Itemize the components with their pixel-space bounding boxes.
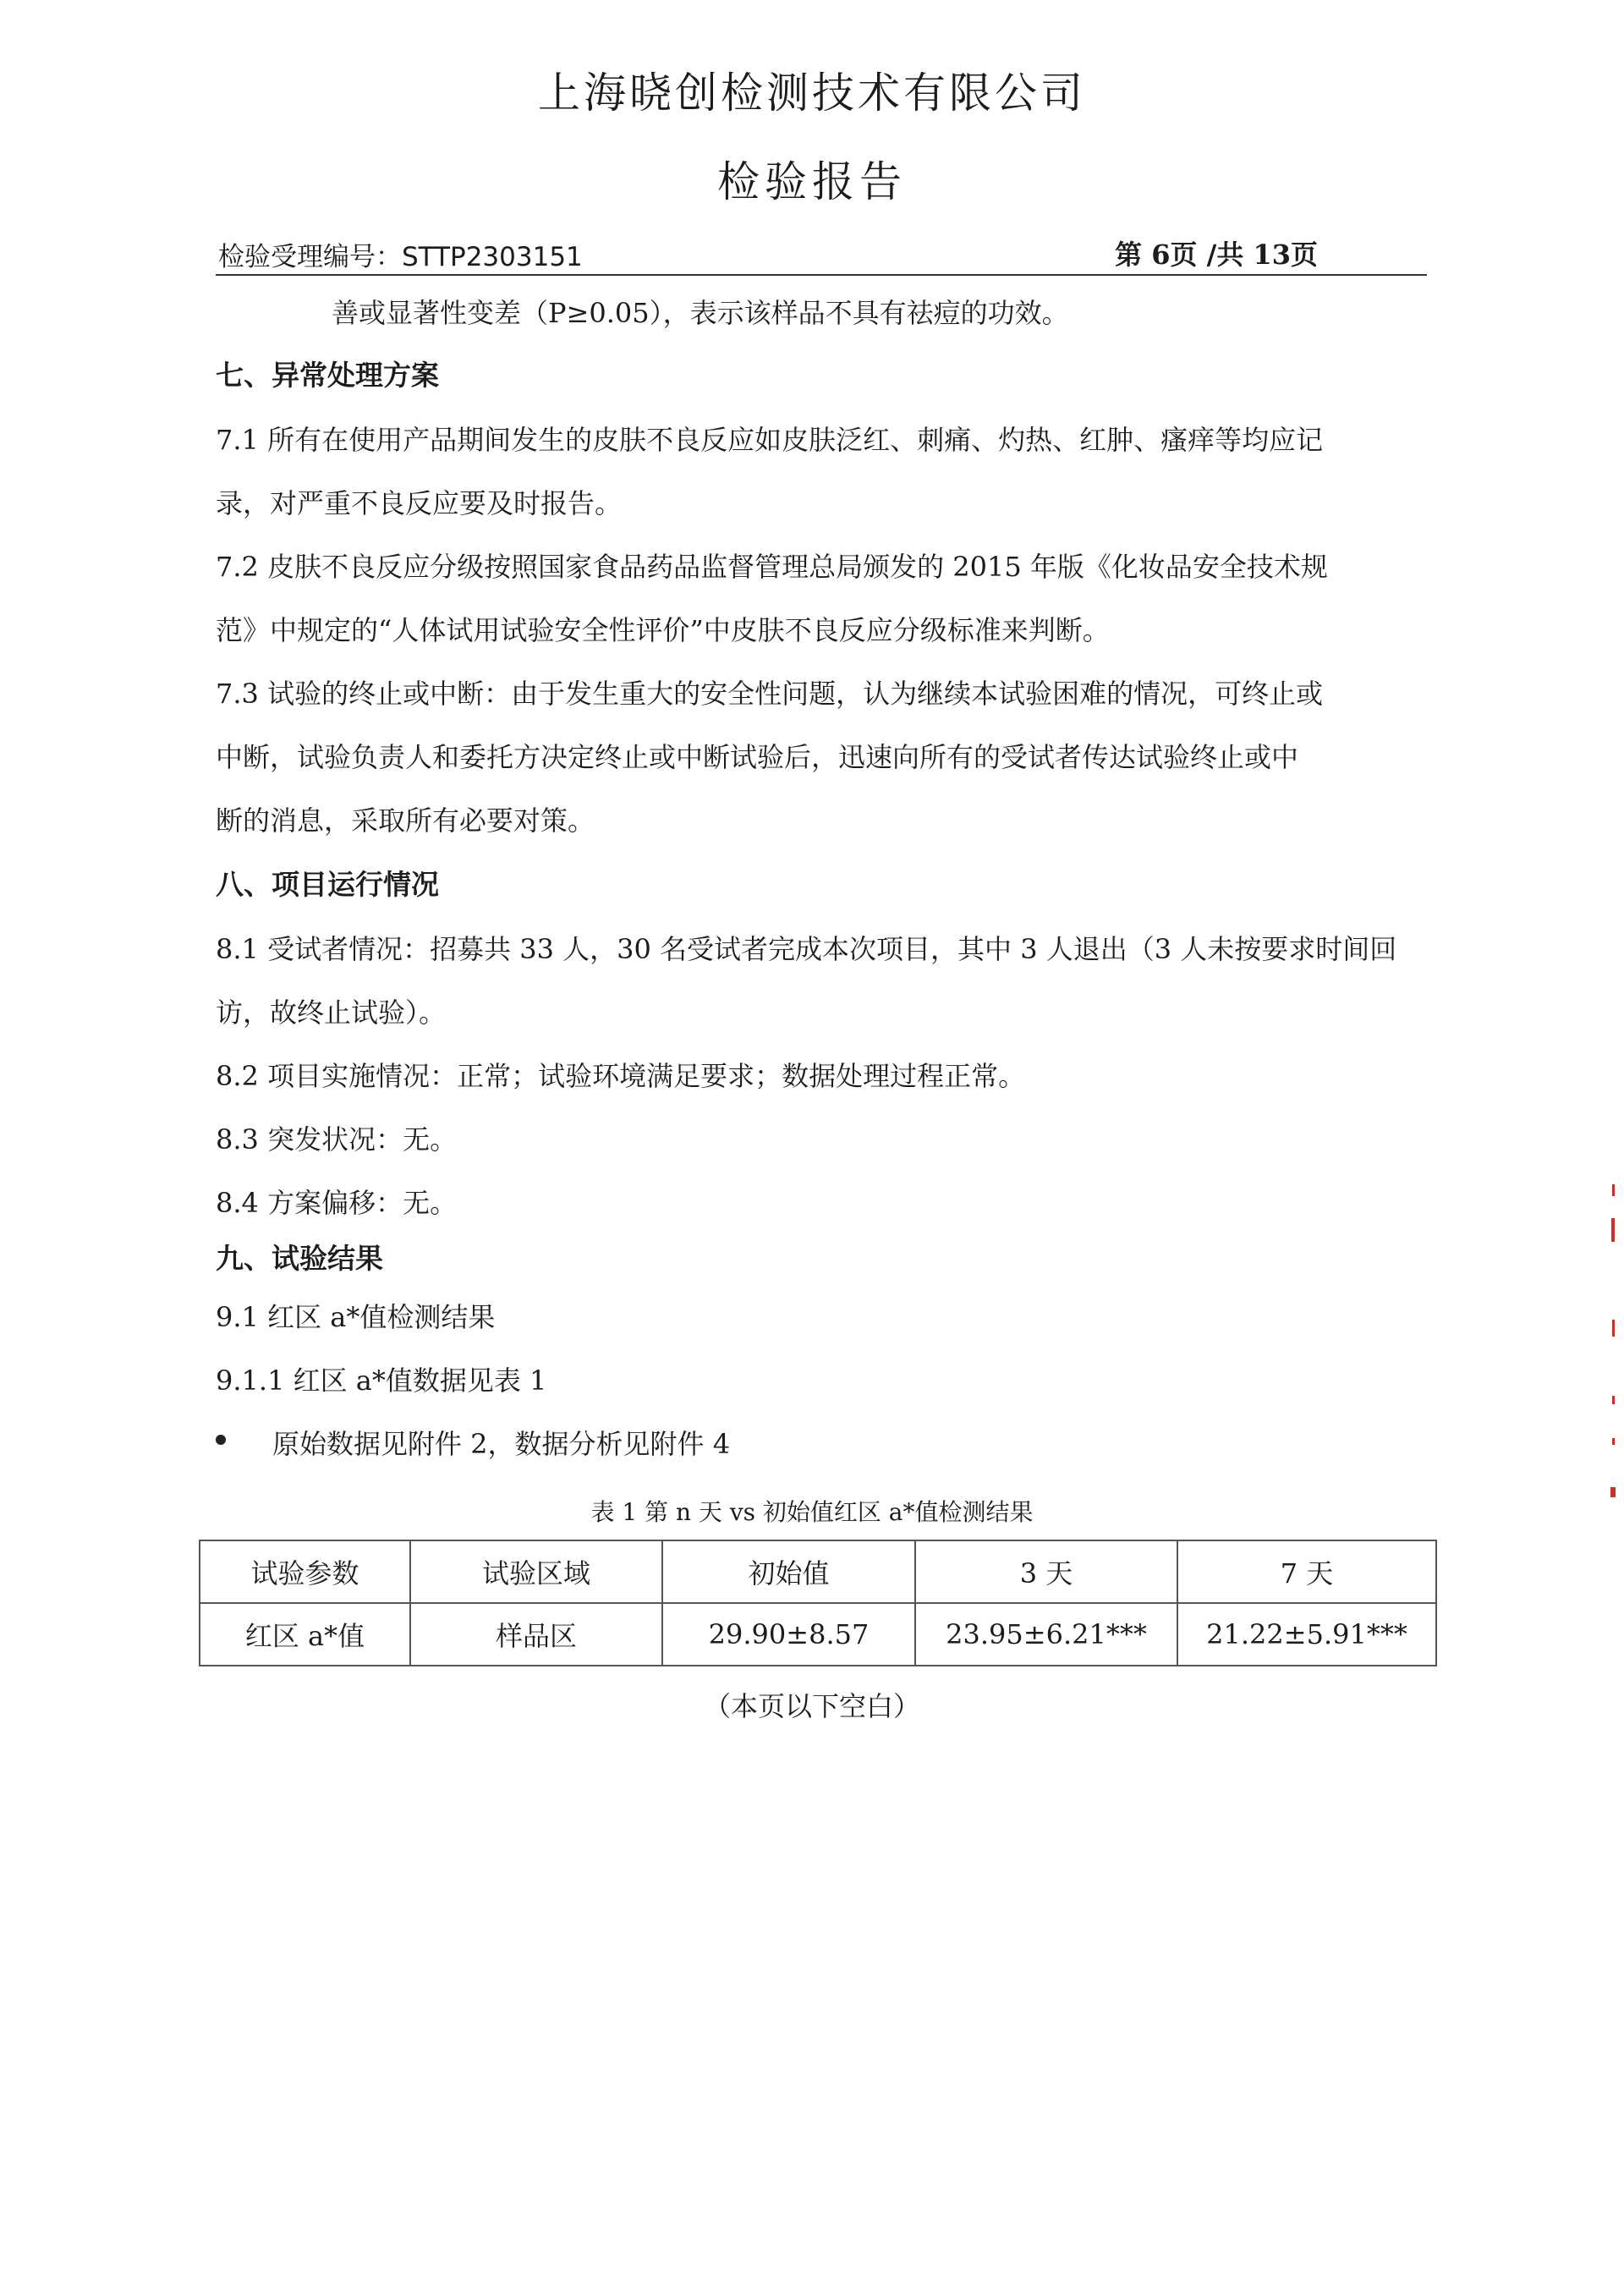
acceptance-value: STTP2303151 [402, 242, 583, 272]
paragraph-7-2-line1: 7.2 皮肤不良反应分级按照国家食品药品监督管理总局颁发的 2015 年版《化妆品安全技术规 [216, 551, 1328, 583]
table-row [200, 1603, 1436, 1666]
paragraph-8-2: 8.2 项目实施情况：正常；试验环境满足要求；数据处理过程正常。 [216, 1060, 1026, 1092]
continued-paragraph: 善或显著性变差（P≥0.05），表示该样品不具有祛痘的功效。 [332, 297, 1069, 329]
paragraph-7-1-line2: 录，对严重不良反应要及时报告。 [216, 487, 623, 519]
paragraph-7-2-line2: 范》中规定的“人体试用试验安全性评价”中皮肤不良反应分级标准来判断。 [216, 614, 1110, 646]
section-heading-8: 八、项目运行情况 [216, 868, 439, 901]
page-indicator: 第 6页 /共 13页 [1115, 239, 1318, 271]
seal-edge-mark [1612, 1396, 1615, 1404]
paragraph-9-1: 9.1 红区 a*值检测结果 [216, 1301, 496, 1333]
paragraph-7-3-line2: 中断，试验负责人和委托方决定终止或中断试验后，迅速向所有的受试者传达试验终止或中 [216, 741, 1299, 773]
company-name: 上海晓创检测技术有限公司 [538, 69, 1086, 118]
paragraph-8-4: 8.4 方案偏移：无。 [216, 1187, 458, 1219]
table-cell: 红区 a*值 [200, 1603, 410, 1666]
paragraph-8-1-line1: 8.1 受试者情况：招募共 33 人，30 名受试者完成本次项目，其中 3 人退出（3 人未按要求时间回 [216, 933, 1397, 965]
report-title: 检验报告 [717, 157, 907, 206]
header-cell: 试验参数 [200, 1540, 410, 1603]
paragraph-7-1-line1: 7.1 所有在使用产品期间发生的皮肤不良反应如皮肤泛红、刺痛、灼热、红肿、瘙痒等均应记 [216, 424, 1324, 456]
results-table [199, 1540, 1437, 1666]
table-cell: 29.90±8.57 [662, 1603, 915, 1666]
table-cell: 样品区 [410, 1603, 662, 1666]
blank-page-note: （本页以下空白） [703, 1690, 920, 1722]
seal-edge-mark [1612, 1184, 1615, 1196]
paragraph-7-3-line1: 7.3 试验的终止或中断：由于发生重大的安全性问题，认为继续本试验困难的情况，可终止或 [216, 678, 1324, 710]
header-cell: 试验区域 [410, 1540, 662, 1603]
table-cell: 21.22±5.91*** [1177, 1603, 1436, 1666]
acceptance-number [218, 235, 583, 273]
bullet-icon [216, 1435, 226, 1445]
paragraph-8-1-line2: 访，故终止试验）。 [216, 997, 447, 1029]
acceptance-label: 检验受理编号： [218, 242, 402, 272]
bullet-item: 原始数据见附件 2，数据分析见附件 4 [272, 1428, 731, 1460]
seal-edge-mark [1611, 1218, 1615, 1242]
section-heading-7: 七、异常处理方案 [216, 359, 439, 392]
header-cell: 3 天 [915, 1540, 1177, 1603]
header-cell: 初始值 [662, 1540, 915, 1603]
paragraph-8-3: 8.3 突发状况：无。 [216, 1123, 458, 1156]
seal-edge-mark [1612, 1320, 1615, 1337]
table-caption: 表 1 第 n 天 vs 初始值红区 a*值检测结果 [590, 1498, 1034, 1526]
header-cell: 7 天 [1177, 1540, 1436, 1603]
header-rule [216, 274, 1427, 276]
seal-edge-mark [1612, 1438, 1615, 1445]
seal-edge-mark [1610, 1487, 1616, 1497]
paragraph-7-3-line3: 断的消息，采取所有必要对策。 [216, 804, 595, 837]
table-cell: 23.95±6.21*** [915, 1603, 1177, 1666]
section-heading-9: 九、试验结果 [216, 1242, 383, 1275]
table-header-row [200, 1540, 1436, 1603]
paragraph-9-1-1: 9.1.1 红区 a*值数据见表 1 [216, 1364, 547, 1397]
